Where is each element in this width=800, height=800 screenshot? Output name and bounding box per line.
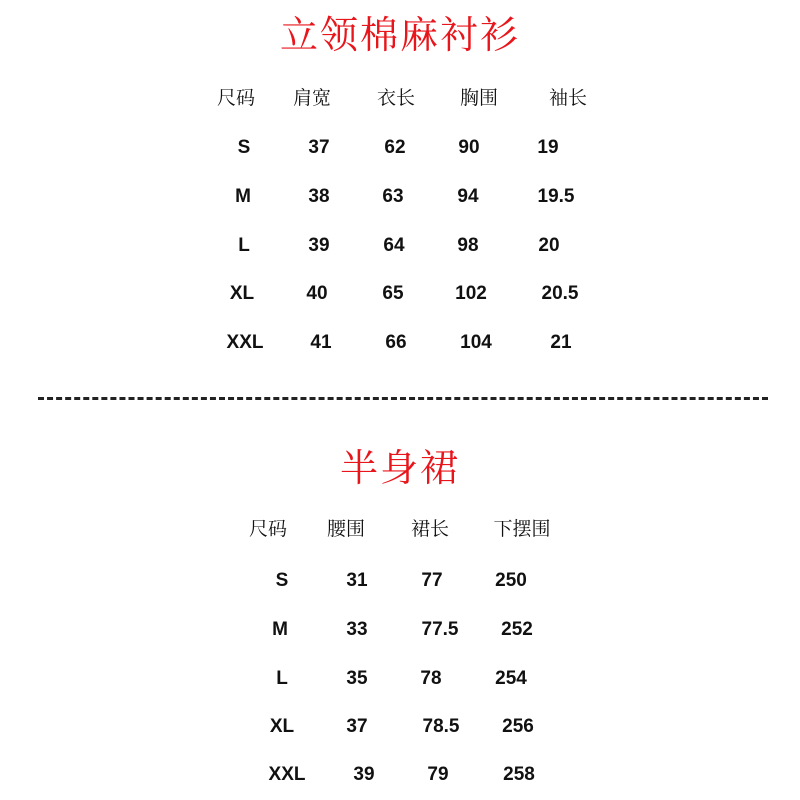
skirt-cell: M	[272, 619, 288, 640]
skirt-header-waist: 腰围	[326, 518, 366, 540]
skirt-cell: 78.5	[422, 716, 460, 737]
shirt-cell: 20.5	[541, 283, 579, 304]
shirt-cell: 104	[460, 332, 492, 353]
shirt-cell: XL	[229, 283, 255, 304]
skirt-cell: L	[276, 668, 288, 689]
shirt-cell: 102	[455, 283, 487, 304]
shirt-cell: 38	[308, 186, 330, 207]
skirt-cell: 79	[427, 764, 449, 785]
shirt-cell: 37	[308, 137, 330, 158]
shirt-cell: 19	[537, 137, 559, 158]
shirt-header-shoulder: 肩宽	[292, 87, 332, 109]
shirt-cell: L	[238, 235, 250, 256]
shirt-cell: 62	[384, 137, 406, 158]
skirt-cell: 258	[503, 764, 535, 785]
shirt-cell: 66	[385, 332, 407, 353]
shirt-cell: 98	[457, 235, 479, 256]
shirt-header-chest: 胸围	[459, 87, 499, 109]
shirt-cell: 63	[382, 186, 404, 207]
skirt-header-size: 尺码	[248, 518, 288, 540]
shirt-cell: M	[235, 186, 251, 207]
skirt-cell: S	[275, 570, 289, 591]
skirt-cell: 254	[495, 668, 527, 689]
shirt-cell: XXL	[226, 332, 264, 353]
shirt-cell: 21	[550, 332, 572, 353]
shirt-cell: S	[237, 137, 251, 158]
shirt-size-table-title: 立领棉麻衬衫	[279, 13, 520, 57]
shirt-cell: 41	[310, 332, 332, 353]
skirt-cell: XXL	[268, 764, 306, 785]
shirt-cell: 39	[308, 235, 330, 256]
skirt-cell: 37	[346, 716, 368, 737]
skirt-cell: XL	[269, 716, 295, 737]
skirt-cell: 35	[346, 668, 368, 689]
shirt-header-sleeve: 袖长	[548, 87, 588, 109]
skirt-cell: 31	[346, 570, 368, 591]
shirt-cell: 94	[457, 186, 479, 207]
skirt-cell: 252	[501, 619, 533, 640]
skirt-cell: 77	[421, 570, 443, 591]
skirt-cell: 33	[346, 619, 368, 640]
shirt-header-length: 衣长	[376, 87, 416, 109]
shirt-header-size: 尺码	[216, 87, 256, 109]
shirt-cell: 65	[382, 283, 404, 304]
skirt-size-table-title: 半身裙	[339, 446, 460, 490]
skirt-header-length: 裙长	[410, 518, 450, 540]
skirt-cell: 256	[502, 716, 534, 737]
skirt-cell: 39	[353, 764, 375, 785]
section-divider	[38, 397, 768, 400]
skirt-cell: 78	[420, 668, 442, 689]
shirt-cell: 20	[538, 235, 560, 256]
skirt-cell: 77.5	[421, 619, 459, 640]
skirt-header-hem: 下摆围	[493, 518, 551, 540]
shirt-cell: 64	[383, 235, 405, 256]
shirt-cell: 19.5	[537, 186, 575, 207]
shirt-cell: 90	[458, 137, 480, 158]
skirt-cell: 250	[495, 570, 527, 591]
shirt-cell: 40	[306, 283, 328, 304]
